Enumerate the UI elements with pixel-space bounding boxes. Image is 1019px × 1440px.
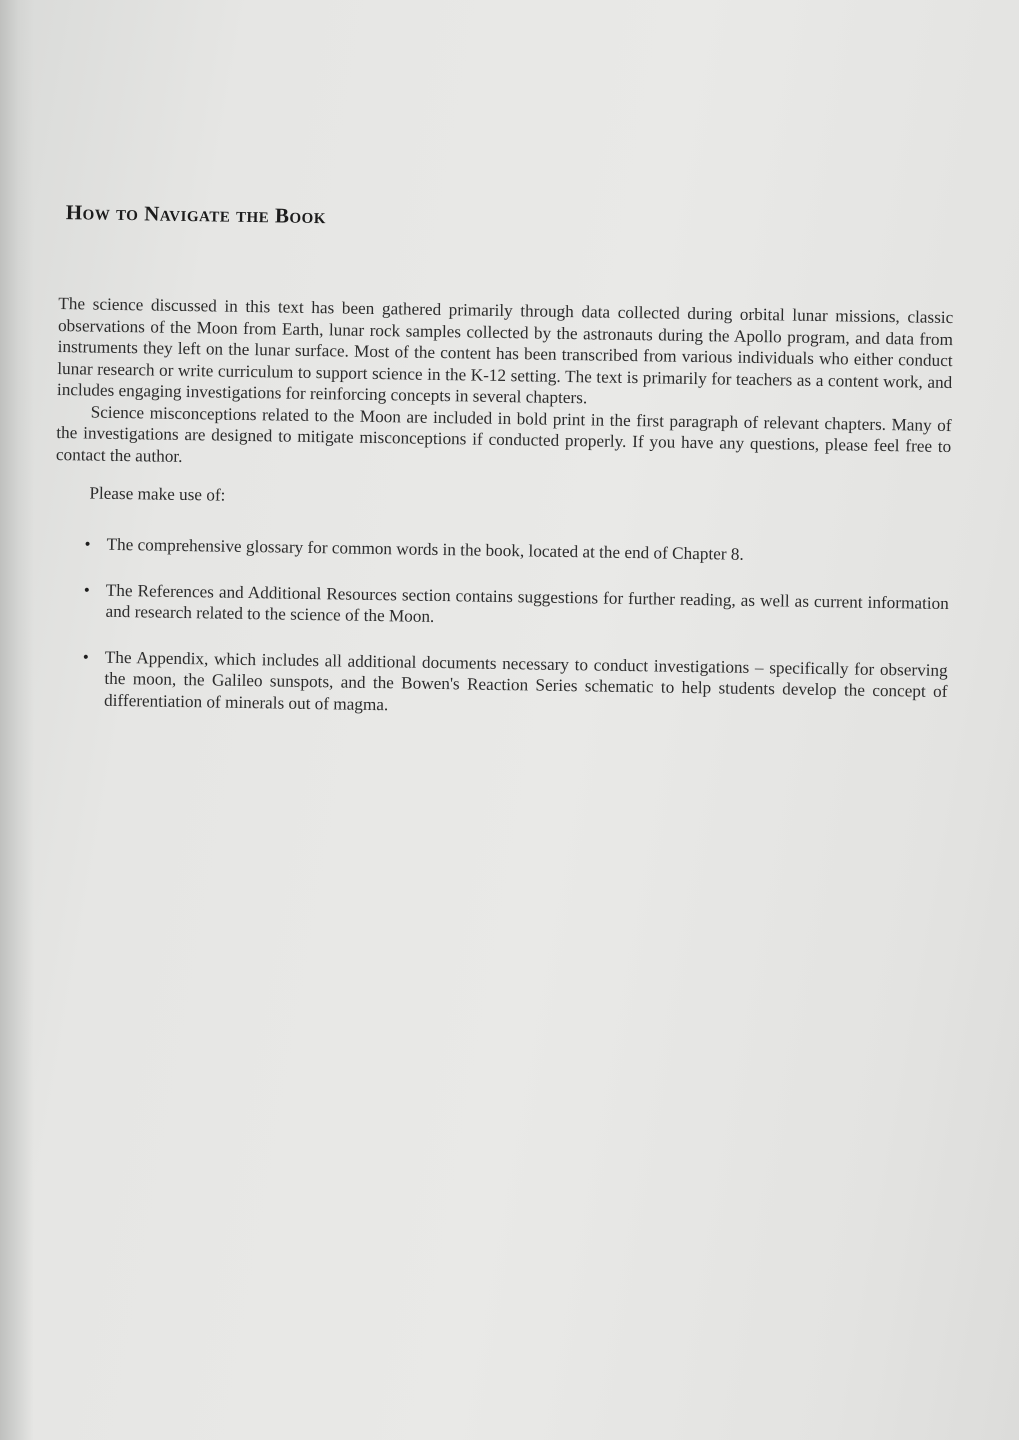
section-heading: How to Navigate the Book	[65, 200, 327, 229]
bullet-dot-icon: •	[84, 534, 91, 554]
intro-paragraph: The science discussed in this text has been gathered primarily through data collected during orbital lunar missions, classic observations of the Moon from Earth, lunar rock samples collected by the astronauts during the Apollo program, and data from instruments they left on the lunar surface. Most of the content has been transcribed from various individuals who either conduct lunar research or write curriculum to support science in the K-12 setting. The text is primarily for teachers as a content work, and includes engaging investigations for reinforcing concepts in several chapters.	[56, 293, 954, 408]
list-item	[80, 646, 948, 724]
misconceptions-paragraph: Science misconceptions related to the Moon are included in bold print in the first paragraph of relevant chapters. Many of the investigations are designed to mitigate misconceptions if conducted properly. If you have any questions, please feel free to contact the author.	[55, 402, 952, 466]
page-binding-edge	[0, 0, 34, 1440]
resource-list	[52, 533, 950, 724]
lead-in-text: Please make use of:	[89, 483, 226, 505]
list-item-text: The Appendix, which includes all additional documents necessary to conduct investigations – specifically for observing the moon, the Galileo sunspots, and the Bowen's Reaction Series schematic to help students develop the concept of differentiation of minerals out of magma.	[104, 647, 948, 714]
list-item	[82, 533, 949, 568]
list-item-text: The comprehensive glossary for common words in the book, located at the end of Chapter 8.	[106, 534, 744, 564]
list-item-text: The References and Additional Resources section contains suggestions for further reading, as well as current information and research related to the science of the Moon.	[105, 580, 949, 626]
bullet-dot-icon: •	[82, 646, 89, 667]
list-item	[81, 579, 949, 636]
book-page	[52, 200, 955, 748]
bullet-dot-icon: •	[83, 579, 90, 600]
